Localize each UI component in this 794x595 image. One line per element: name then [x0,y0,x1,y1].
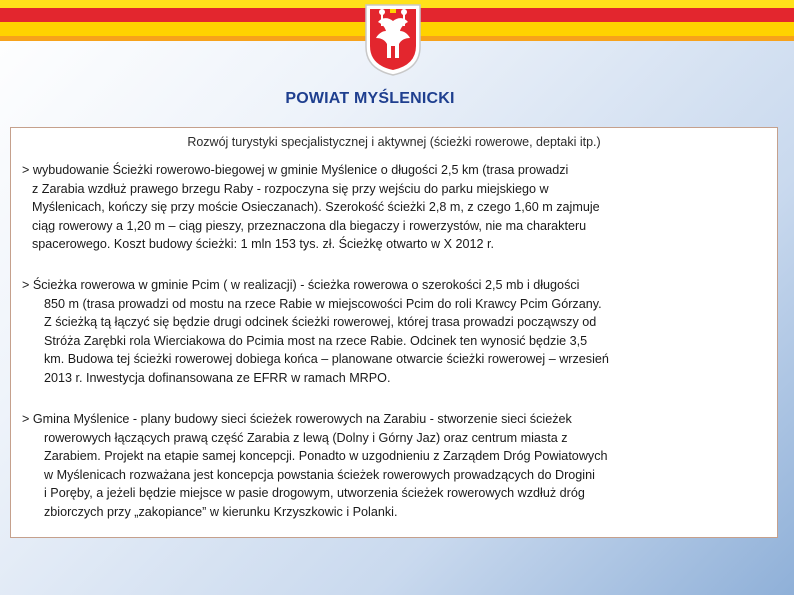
paragraph-line: 2013 r. Inwestycja dofinansowana ze EFRR w ramach MRPO. [44,370,391,385]
paragraph-line: Stróża Zarębki rola Wierciakowa do Pcimia most na rzece Rabie. Odcinek ten wynosić będzie 3,5 [44,333,588,348]
coat-of-arms-icon [364,3,422,77]
section-subtitle: Rozwój turystyki specjalistycznej i aktywnej (ścieżki rowerowe, deptaki itp.) [187,135,601,149]
paragraph-line: 850 m (trasa prowadzi od mostu na rzece Rabie w miejscowości Pcim do roli Krawcy Pcim Górzany. [44,296,602,311]
paragraph-sciezka-pcim [22,276,772,388]
paragraph-line: Z ścieżką tą łączyć się będzie drugi odcinek ścieżki rowerowej, której trasa prowadzi począwszy od [44,315,597,330]
paragraph-line: ciąg rowerowy a 1,20 m – ciąg pieszy, przeznaczona dla biegaczy i rowerzystów, nie ma charakteru [32,218,587,233]
paragraph-line: spacerowego. Koszt budowy ścieżki: 1 mln 153 tys. zł. Ścieżkę otwarto w X 2012 r. [32,237,494,252]
paragraph-line: rowerowych łączących prawą część Zarabia z lewą (Dolny i Górny Jaz) oraz centrum miasta z [44,430,568,445]
paragraph-line: > Gmina Myślenice - plany budowy sieci ścieżek rowerowych na Zarabiu - stworzenie sieci ścieżek [22,412,572,426]
paragraph-sciezka-myslenice [22,161,772,254]
paragraph-line: z Zarabia wzdłuż prawego brzegu Raby - rozpoczyna się przy wejściu do parku miejskiego w [32,181,549,196]
paragraph-line: Zarabiem. Projekt na etapie samej koncepcji. Ponadto w uzgodnieniu z Zarządem Dróg Powiatowych [44,449,608,464]
paragraph-gmina-myslenice-plany [22,410,772,522]
paragraph-line: > wybudowanie Ścieżki rowerowo-biegowej w gminie Myślenice o długości 2,5 km (trasa prowadzi [22,163,569,177]
content-panel [10,127,778,538]
paragraph-line: km. Budowa tej ścieżki rowerowej dobiega końca – planowane otwarcie ścieżki rowerowej – wrzesień [44,352,609,367]
paragraph-line: > Ścieżka rowerowa w gminie Pcim ( w realizacji) - ścieżka rowerowa o szerokości 2,5 mb i długości [22,278,580,292]
paragraph-line: i Poręby, a jeżeli będzie miejsce w pasie drogowym, utworzenia ścieżek rowerowych wzdłuż dróg [44,486,585,501]
paragraph-line: Myślenicach, kończy się przy moście Osieczanach). Szerokość ścieżki 2,8 m, z czego 1,60 m zajmuje [32,200,600,215]
paragraph-line: zbiorczych przy „zakopiance” w kierunku Krzyszkowic i Polanki. [44,504,398,519]
paragraph-line: w Myślenicach rozważana jest koncepcja powstania ścieżek rowerowych prowadzących do Drogini [44,467,595,482]
page-title: POWIAT MYŚLENICKI [285,90,455,107]
